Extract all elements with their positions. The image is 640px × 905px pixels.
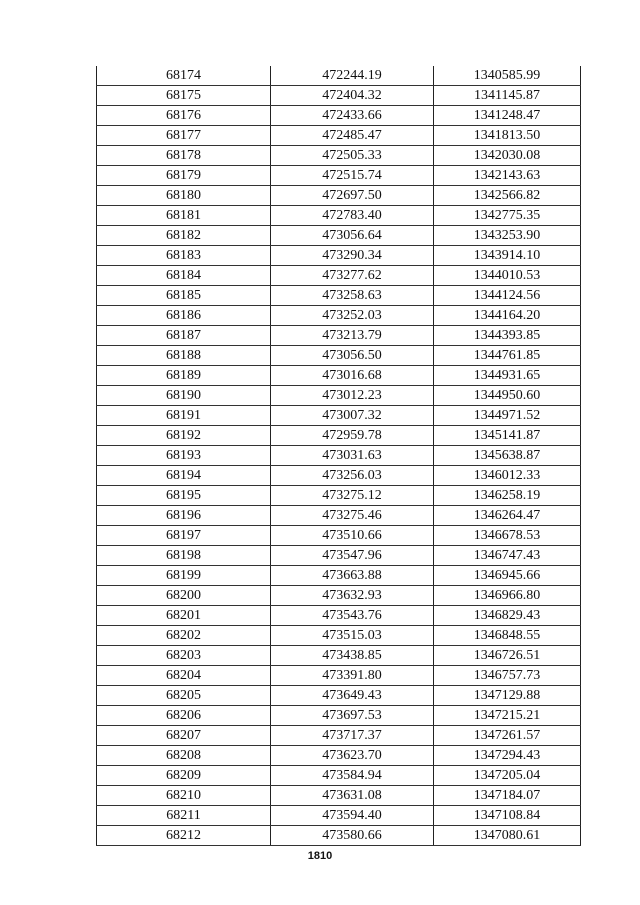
- point-id-cell: 68180: [97, 186, 271, 206]
- y-coordinate-cell: 1347215.21: [434, 706, 581, 726]
- x-coordinate-cell: 473584.94: [271, 766, 434, 786]
- x-coordinate-cell: 473275.46: [271, 506, 434, 526]
- table-row: [97, 446, 581, 466]
- table-row: [97, 746, 581, 766]
- point-id-cell: 68192: [97, 426, 271, 446]
- coordinates-table: [96, 66, 581, 846]
- table-row: [97, 726, 581, 746]
- x-coordinate-cell: 473623.70: [271, 746, 434, 766]
- point-id-cell: 68205: [97, 686, 271, 706]
- point-id-cell: 68204: [97, 666, 271, 686]
- x-coordinate-cell: 473543.76: [271, 606, 434, 626]
- table-row: [97, 826, 581, 846]
- x-coordinate-cell: 473510.66: [271, 526, 434, 546]
- y-coordinate-cell: 1346848.55: [434, 626, 581, 646]
- y-coordinate-cell: 1347080.61: [434, 826, 581, 846]
- x-coordinate-cell: 473258.63: [271, 286, 434, 306]
- y-coordinate-cell: 1343914.10: [434, 246, 581, 266]
- y-coordinate-cell: 1346264.47: [434, 506, 581, 526]
- point-id-cell: 68210: [97, 786, 271, 806]
- y-coordinate-cell: 1346012.33: [434, 466, 581, 486]
- x-coordinate-cell: 473391.80: [271, 666, 434, 686]
- x-coordinate-cell: 473547.96: [271, 546, 434, 566]
- x-coordinate-cell: 473515.03: [271, 626, 434, 646]
- point-id-cell: 68191: [97, 406, 271, 426]
- point-id-cell: 68177: [97, 126, 271, 146]
- y-coordinate-cell: 1346966.80: [434, 586, 581, 606]
- point-id-cell: 68189: [97, 366, 271, 386]
- point-id-cell: 68202: [97, 626, 271, 646]
- table-row: [97, 606, 581, 626]
- point-id-cell: 68211: [97, 806, 271, 826]
- y-coordinate-cell: 1343253.90: [434, 226, 581, 246]
- table-row: [97, 686, 581, 706]
- y-coordinate-cell: 1345638.87: [434, 446, 581, 466]
- coordinates-table-body: [97, 66, 581, 846]
- table-row: [97, 306, 581, 326]
- table-row: [97, 466, 581, 486]
- point-id-cell: 68195: [97, 486, 271, 506]
- y-coordinate-cell: 1344124.56: [434, 286, 581, 306]
- y-coordinate-cell: 1342030.08: [434, 146, 581, 166]
- x-coordinate-cell: 473594.40: [271, 806, 434, 826]
- table-row: [97, 646, 581, 666]
- table-row: [97, 106, 581, 126]
- point-id-cell: 68184: [97, 266, 271, 286]
- y-coordinate-cell: 1346678.53: [434, 526, 581, 546]
- y-coordinate-cell: 1344971.52: [434, 406, 581, 426]
- table-row: [97, 66, 581, 86]
- table-row: [97, 226, 581, 246]
- x-coordinate-cell: 473056.64: [271, 226, 434, 246]
- point-id-cell: 68200: [97, 586, 271, 606]
- point-id-cell: 68183: [97, 246, 271, 266]
- y-coordinate-cell: 1344950.60: [434, 386, 581, 406]
- x-coordinate-cell: 473056.50: [271, 346, 434, 366]
- y-coordinate-cell: 1347108.84: [434, 806, 581, 826]
- x-coordinate-cell: 473438.85: [271, 646, 434, 666]
- table-row: [97, 766, 581, 786]
- x-coordinate-cell: 473012.23: [271, 386, 434, 406]
- y-coordinate-cell: 1341145.87: [434, 86, 581, 106]
- table-row: [97, 146, 581, 166]
- x-coordinate-cell: 473256.03: [271, 466, 434, 486]
- point-id-cell: 68199: [97, 566, 271, 586]
- table-row: [97, 186, 581, 206]
- y-coordinate-cell: 1342566.82: [434, 186, 581, 206]
- point-id-cell: 68207: [97, 726, 271, 746]
- point-id-cell: 68181: [97, 206, 271, 226]
- x-coordinate-cell: 473631.08: [271, 786, 434, 806]
- x-coordinate-cell: 473007.32: [271, 406, 434, 426]
- x-coordinate-cell: 472244.19: [271, 66, 434, 86]
- table-row: [97, 666, 581, 686]
- y-coordinate-cell: 1346258.19: [434, 486, 581, 506]
- x-coordinate-cell: 473290.34: [271, 246, 434, 266]
- y-coordinate-cell: 1347205.04: [434, 766, 581, 786]
- point-id-cell: 68175: [97, 86, 271, 106]
- table-row: [97, 626, 581, 646]
- point-id-cell: 68186: [97, 306, 271, 326]
- y-coordinate-cell: 1347184.07: [434, 786, 581, 806]
- x-coordinate-cell: 473663.88: [271, 566, 434, 586]
- point-id-cell: 68182: [97, 226, 271, 246]
- point-id-cell: 68194: [97, 466, 271, 486]
- point-id-cell: 68198: [97, 546, 271, 566]
- point-id-cell: 68188: [97, 346, 271, 366]
- y-coordinate-cell: 1346726.51: [434, 646, 581, 666]
- x-coordinate-cell: 472515.74: [271, 166, 434, 186]
- y-coordinate-cell: 1347294.43: [434, 746, 581, 766]
- table-row: [97, 166, 581, 186]
- point-id-cell: 68203: [97, 646, 271, 666]
- page-number: 1810: [307, 850, 333, 862]
- x-coordinate-cell: 473697.53: [271, 706, 434, 726]
- y-coordinate-cell: 1341813.50: [434, 126, 581, 146]
- table-row: [97, 566, 581, 586]
- table-row: [97, 486, 581, 506]
- y-coordinate-cell: 1344164.20: [434, 306, 581, 326]
- point-id-cell: 68187: [97, 326, 271, 346]
- point-id-cell: 68201: [97, 606, 271, 626]
- y-coordinate-cell: 1346757.73: [434, 666, 581, 686]
- table-row: [97, 786, 581, 806]
- table-row: [97, 286, 581, 306]
- x-coordinate-cell: 472783.40: [271, 206, 434, 226]
- x-coordinate-cell: 473275.12: [271, 486, 434, 506]
- y-coordinate-cell: 1344010.53: [434, 266, 581, 286]
- x-coordinate-cell: 473580.66: [271, 826, 434, 846]
- x-coordinate-cell: 473717.37: [271, 726, 434, 746]
- table-row: [97, 406, 581, 426]
- y-coordinate-cell: 1341248.47: [434, 106, 581, 126]
- point-id-cell: 68209: [97, 766, 271, 786]
- table-row: [97, 266, 581, 286]
- x-coordinate-cell: 472959.78: [271, 426, 434, 446]
- x-coordinate-cell: 472404.32: [271, 86, 434, 106]
- table-row: [97, 506, 581, 526]
- table-row: [97, 366, 581, 386]
- point-id-cell: 68176: [97, 106, 271, 126]
- x-coordinate-cell: 473213.79: [271, 326, 434, 346]
- y-coordinate-cell: 1347129.88: [434, 686, 581, 706]
- table-row: [97, 126, 581, 146]
- x-coordinate-cell: 473252.03: [271, 306, 434, 326]
- table-row: [97, 386, 581, 406]
- point-id-cell: 68190: [97, 386, 271, 406]
- y-coordinate-cell: 1346829.43: [434, 606, 581, 626]
- point-id-cell: 68212: [97, 826, 271, 846]
- y-coordinate-cell: 1342775.35: [434, 206, 581, 226]
- y-coordinate-cell: 1342143.63: [434, 166, 581, 186]
- x-coordinate-cell: 472697.50: [271, 186, 434, 206]
- table-row: [97, 206, 581, 226]
- x-coordinate-cell: 473031.63: [271, 446, 434, 466]
- table-row: [97, 806, 581, 826]
- y-coordinate-cell: 1344931.65: [434, 366, 581, 386]
- table-row: [97, 326, 581, 346]
- y-coordinate-cell: 1346747.43: [434, 546, 581, 566]
- table-row: [97, 586, 581, 606]
- point-id-cell: 68197: [97, 526, 271, 546]
- y-coordinate-cell: 1345141.87: [434, 426, 581, 446]
- table-row: [97, 706, 581, 726]
- point-id-cell: 68179: [97, 166, 271, 186]
- point-id-cell: 68193: [97, 446, 271, 466]
- table-row: [97, 86, 581, 106]
- x-coordinate-cell: 472505.33: [271, 146, 434, 166]
- point-id-cell: 68178: [97, 146, 271, 166]
- y-coordinate-cell: 1344393.85: [434, 326, 581, 346]
- table-row: [97, 346, 581, 366]
- y-coordinate-cell: 1347261.57: [434, 726, 581, 746]
- point-id-cell: 68174: [97, 66, 271, 86]
- table-row: [97, 546, 581, 566]
- x-coordinate-cell: 473649.43: [271, 686, 434, 706]
- point-id-cell: 68185: [97, 286, 271, 306]
- x-coordinate-cell: 473016.68: [271, 366, 434, 386]
- x-coordinate-cell: 473277.62: [271, 266, 434, 286]
- point-id-cell: 68208: [97, 746, 271, 766]
- point-id-cell: 68196: [97, 506, 271, 526]
- table-row: [97, 526, 581, 546]
- point-id-cell: 68206: [97, 706, 271, 726]
- table-row: [97, 426, 581, 446]
- x-coordinate-cell: 473632.93: [271, 586, 434, 606]
- x-coordinate-cell: 472485.47: [271, 126, 434, 146]
- y-coordinate-cell: 1344761.85: [434, 346, 581, 366]
- table-row: [97, 246, 581, 266]
- y-coordinate-cell: 1340585.99: [434, 66, 581, 86]
- y-coordinate-cell: 1346945.66: [434, 566, 581, 586]
- x-coordinate-cell: 472433.66: [271, 106, 434, 126]
